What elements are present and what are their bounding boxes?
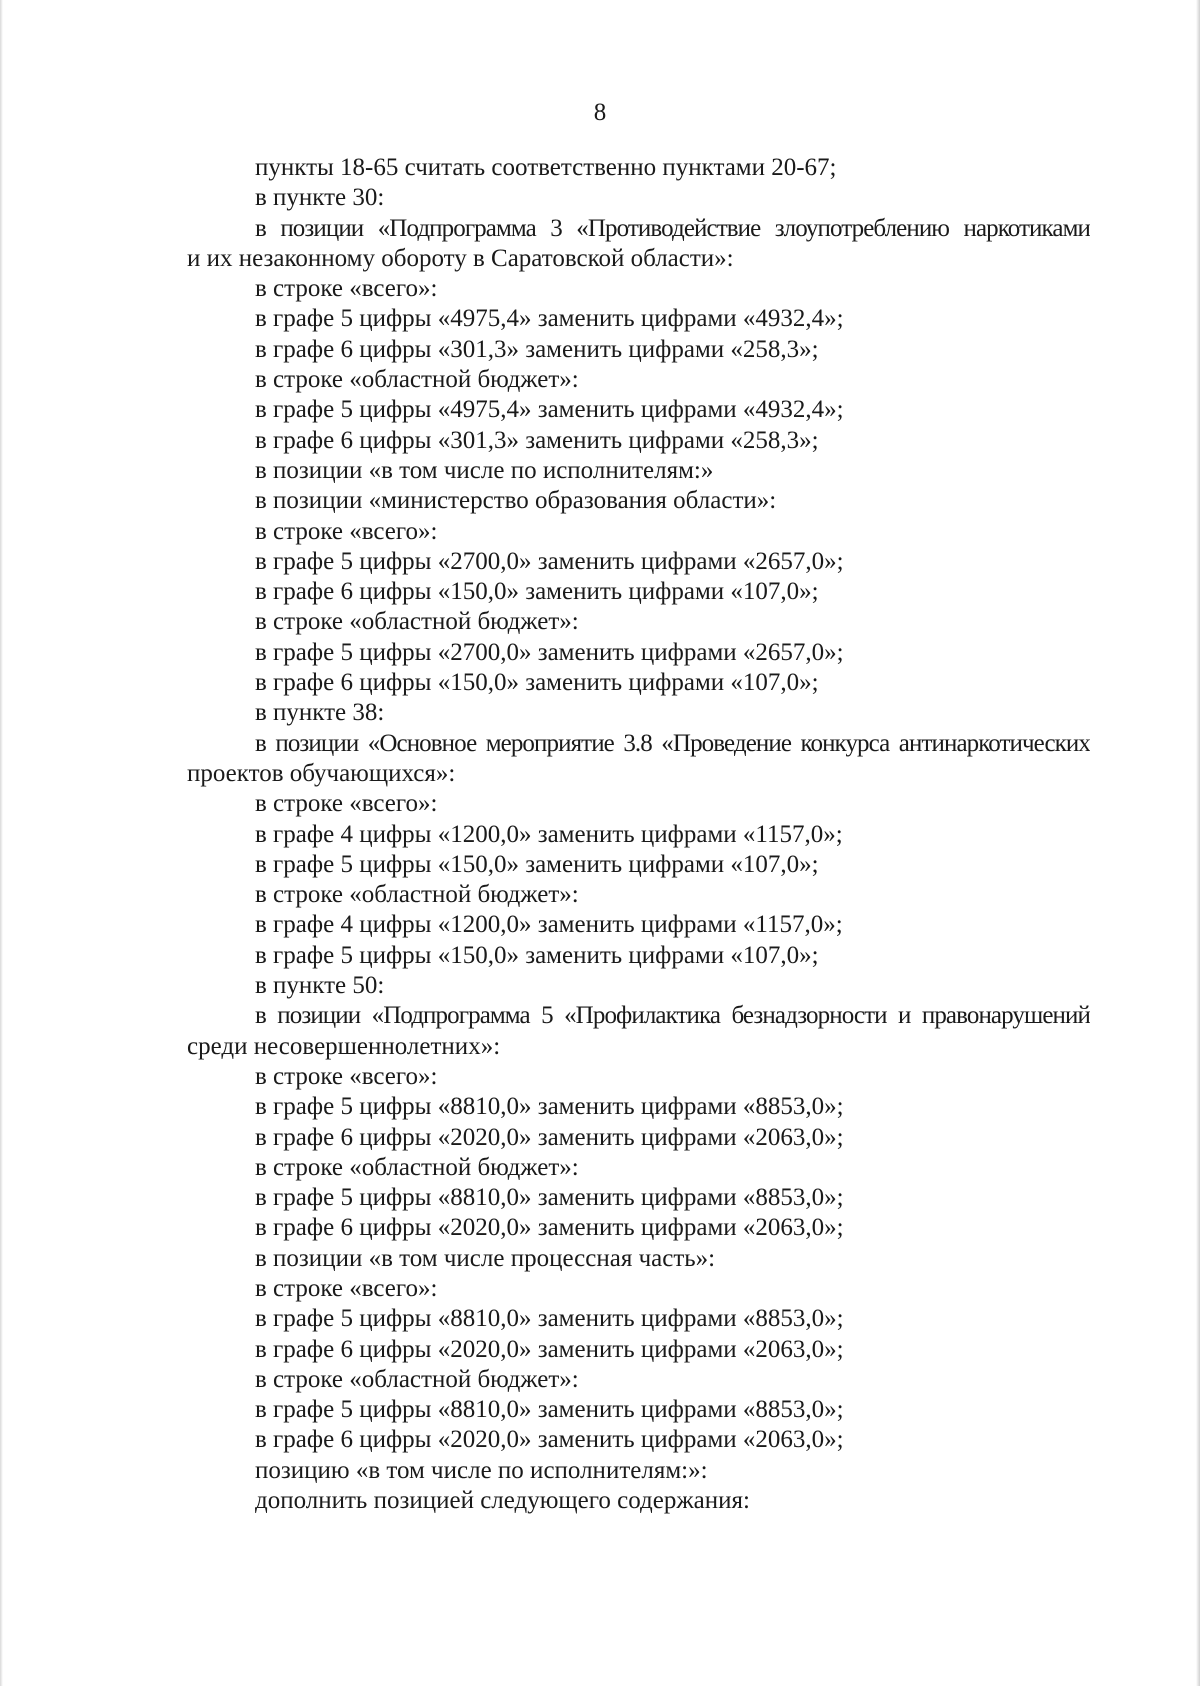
text-line: в графе 6 цифры «2020,0» заменить цифрами «2063,0»; <box>255 1335 844 1363</box>
text-line: в графе 6 цифры «2020,0» заменить цифрами «2063,0»; <box>255 1426 844 1454</box>
text-line: среди несовершеннолетних»: <box>187 1032 501 1060</box>
text-line: в графе 6 цифры «150,0» заменить цифрами «107,0»; <box>255 578 819 606</box>
text-line: позицию «в том числе по исполнителям:»: <box>255 1456 708 1484</box>
page-number: 8 <box>593 99 607 126</box>
text-line: в строке «областной бюджет»: <box>255 1153 579 1181</box>
text-line: в строке «областной бюджет»: <box>255 1365 579 1393</box>
text-line: в графе 6 цифры «2020,0» заменить цифрами «2063,0»; <box>255 1123 844 1151</box>
text-line: в графе 5 цифры «2700,0» заменить цифрами «2657,0»; <box>255 547 844 575</box>
text-line: в строке «всего»: <box>255 517 438 545</box>
scan-edge-right <box>1196 0 1200 1686</box>
text-line: в графе 6 цифры «2020,0» заменить цифрами «2063,0»; <box>255 1214 844 1242</box>
text-line: в графе 5 цифры «8810,0» заменить цифрами «8853,0»; <box>255 1305 844 1333</box>
text-line: в графе 6 цифры «301,3» заменить цифрами «258,3»; <box>255 335 819 363</box>
text-line: в строке «областной бюджет»: <box>255 366 579 394</box>
text-line: в графе 5 цифры «4975,4» заменить цифрами «4932,4»; <box>255 305 844 333</box>
text-line: в позиции «в том числе процессная часть»: <box>255 1244 716 1272</box>
text-line: в позиции «Подпрограмма 5 «Профилактика безнадзорности и правонарушений <box>255 1002 1090 1030</box>
text-line: в графе 4 цифры «1200,0» заменить цифрами «1157,0»; <box>255 820 843 848</box>
text-line: в графе 5 цифры «2700,0» заменить цифрами «2657,0»; <box>255 638 844 666</box>
text-line: в графе 4 цифры «1200,0» заменить цифрами «1157,0»; <box>255 911 843 939</box>
text-line: в графе 6 цифры «301,3» заменить цифрами «258,3»; <box>255 426 819 454</box>
text-line: пункты 18-65 считать соответственно пунктами 20-67; <box>255 154 837 181</box>
text-line: в строке «всего»: <box>255 1274 438 1302</box>
text-line: в позиции «министерство образования области»: <box>255 487 777 515</box>
scan-edge-left <box>0 0 3 1686</box>
text-line: в позиции «в том числе по исполнителям:» <box>255 456 714 484</box>
text-line: в графе 5 цифры «8810,0» заменить цифрами «8853,0»; <box>255 1396 844 1424</box>
document-body <box>187 153 1090 1516</box>
text-line: и их незаконному обороту в Саратовской области»: <box>187 244 734 272</box>
text-line: в строке «областной бюджет»: <box>255 881 579 909</box>
text-line: в строке «всего»: <box>255 1062 438 1090</box>
text-line: в пункте 30: <box>255 184 385 212</box>
text-line: в строке «всего»: <box>255 275 438 303</box>
text-line: в пункте 50: <box>255 972 385 1000</box>
text-line: в строке «областной бюджет»: <box>255 608 579 636</box>
text-line: в графе 5 цифры «8810,0» заменить цифрами «8853,0»; <box>255 1184 844 1212</box>
text-line: в пункте 38: <box>255 699 385 727</box>
text-line: в позиции «Подпрограмма 3 «Противодействие злоупотреблению наркотиками <box>255 214 1090 242</box>
text-line: в графе 5 цифры «4975,4» заменить цифрами «4932,4»; <box>255 396 844 424</box>
text-line: проектов обучающихся»: <box>187 759 456 787</box>
text-line: в позиции «Основное мероприятие 3.8 «Проведение конкурса антинаркотических <box>255 729 1090 757</box>
text-line: в графе 5 цифры «8810,0» заменить цифрами «8853,0»; <box>255 1093 844 1121</box>
text-line: в графе 5 цифры «150,0» заменить цифрами «107,0»; <box>255 941 819 969</box>
text-line: в графе 6 цифры «150,0» заменить цифрами «107,0»; <box>255 669 819 697</box>
text-line: в графе 5 цифры «150,0» заменить цифрами «107,0»; <box>255 850 819 878</box>
text-line: в строке «всего»: <box>255 790 438 818</box>
text-line: дополнить позицией следующего содержания: <box>255 1487 750 1515</box>
